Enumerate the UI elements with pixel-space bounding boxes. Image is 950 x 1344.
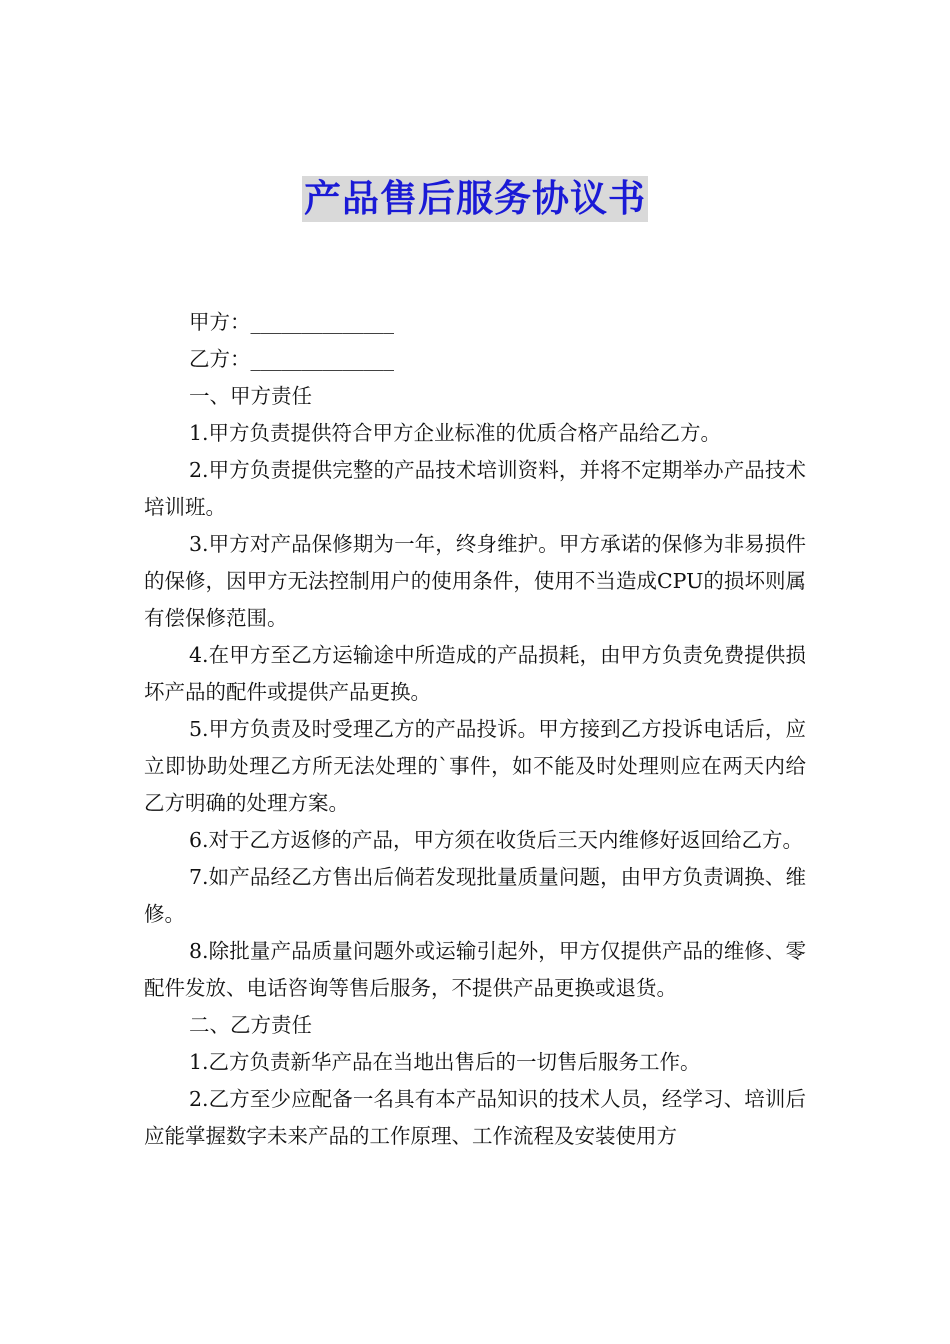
clause-a-6: 6.对于乙方返修的产品，甲方须在收货后三天内维修好返回给乙方。 xyxy=(189,828,804,852)
clause-a-4: 4.在甲方至乙方运输途中所造成的产品损耗，由甲方负责免费提供损坏产品的配件或提供产品更换。 xyxy=(144,643,806,704)
party-a-line: 甲方：______________ xyxy=(189,310,394,334)
clause-a-7: 7.如产品经乙方售出后倘若发现批量质量问题，由甲方负责调换、维修。 xyxy=(144,865,806,926)
document-body xyxy=(144,304,806,1155)
clause-b-1: 1.乙方负责新华产品在当地出售后的一切售后服务工作。 xyxy=(189,1050,701,1074)
title-container xyxy=(0,176,950,222)
document-title: 产品售后服务协议书 xyxy=(304,177,646,220)
clause-a-1: 1.甲方负责提供符合甲方企业标准的优质合格产品给乙方。 xyxy=(189,421,722,445)
clause-a-5: 5.甲方负责及时受理乙方的产品投诉。甲方接到乙方投诉电话后，应立即协助处理乙方所无法处理的`事件，如不能及时处理则应在两天内给乙方明确的处理方案。 xyxy=(144,717,806,815)
clause-a-8: 8.除批量产品质量问题外或运输引起外，甲方仅提供产品的维修、零配件发放、电话咨询等售后服务，不提供产品更换或退货。 xyxy=(144,939,806,1000)
clause-b-2: 2.乙方至少应配备一名具有本产品知识的技术人员，经学习、培训后应能掌握数字未来产品的工作原理、工作流程及安装使用方 xyxy=(144,1087,806,1148)
party-b-line: 乙方：______________ xyxy=(189,347,394,371)
clause-a-3: 3.甲方对产品保修期为一年，终身维护。甲方承诺的保修为非易损件的保修，因甲方无法控制用户的使用条件，使用不当造成CPU的损坏则属有偿保修范围。 xyxy=(144,532,806,630)
clause-a-2: 2.甲方负责提供完整的产品技术培训资料，并将不定期举办产品技术培训班。 xyxy=(144,458,806,519)
section-heading-party-a: 一、甲方责任 xyxy=(189,384,312,408)
section-heading-party-b: 二、乙方责任 xyxy=(189,1013,312,1037)
